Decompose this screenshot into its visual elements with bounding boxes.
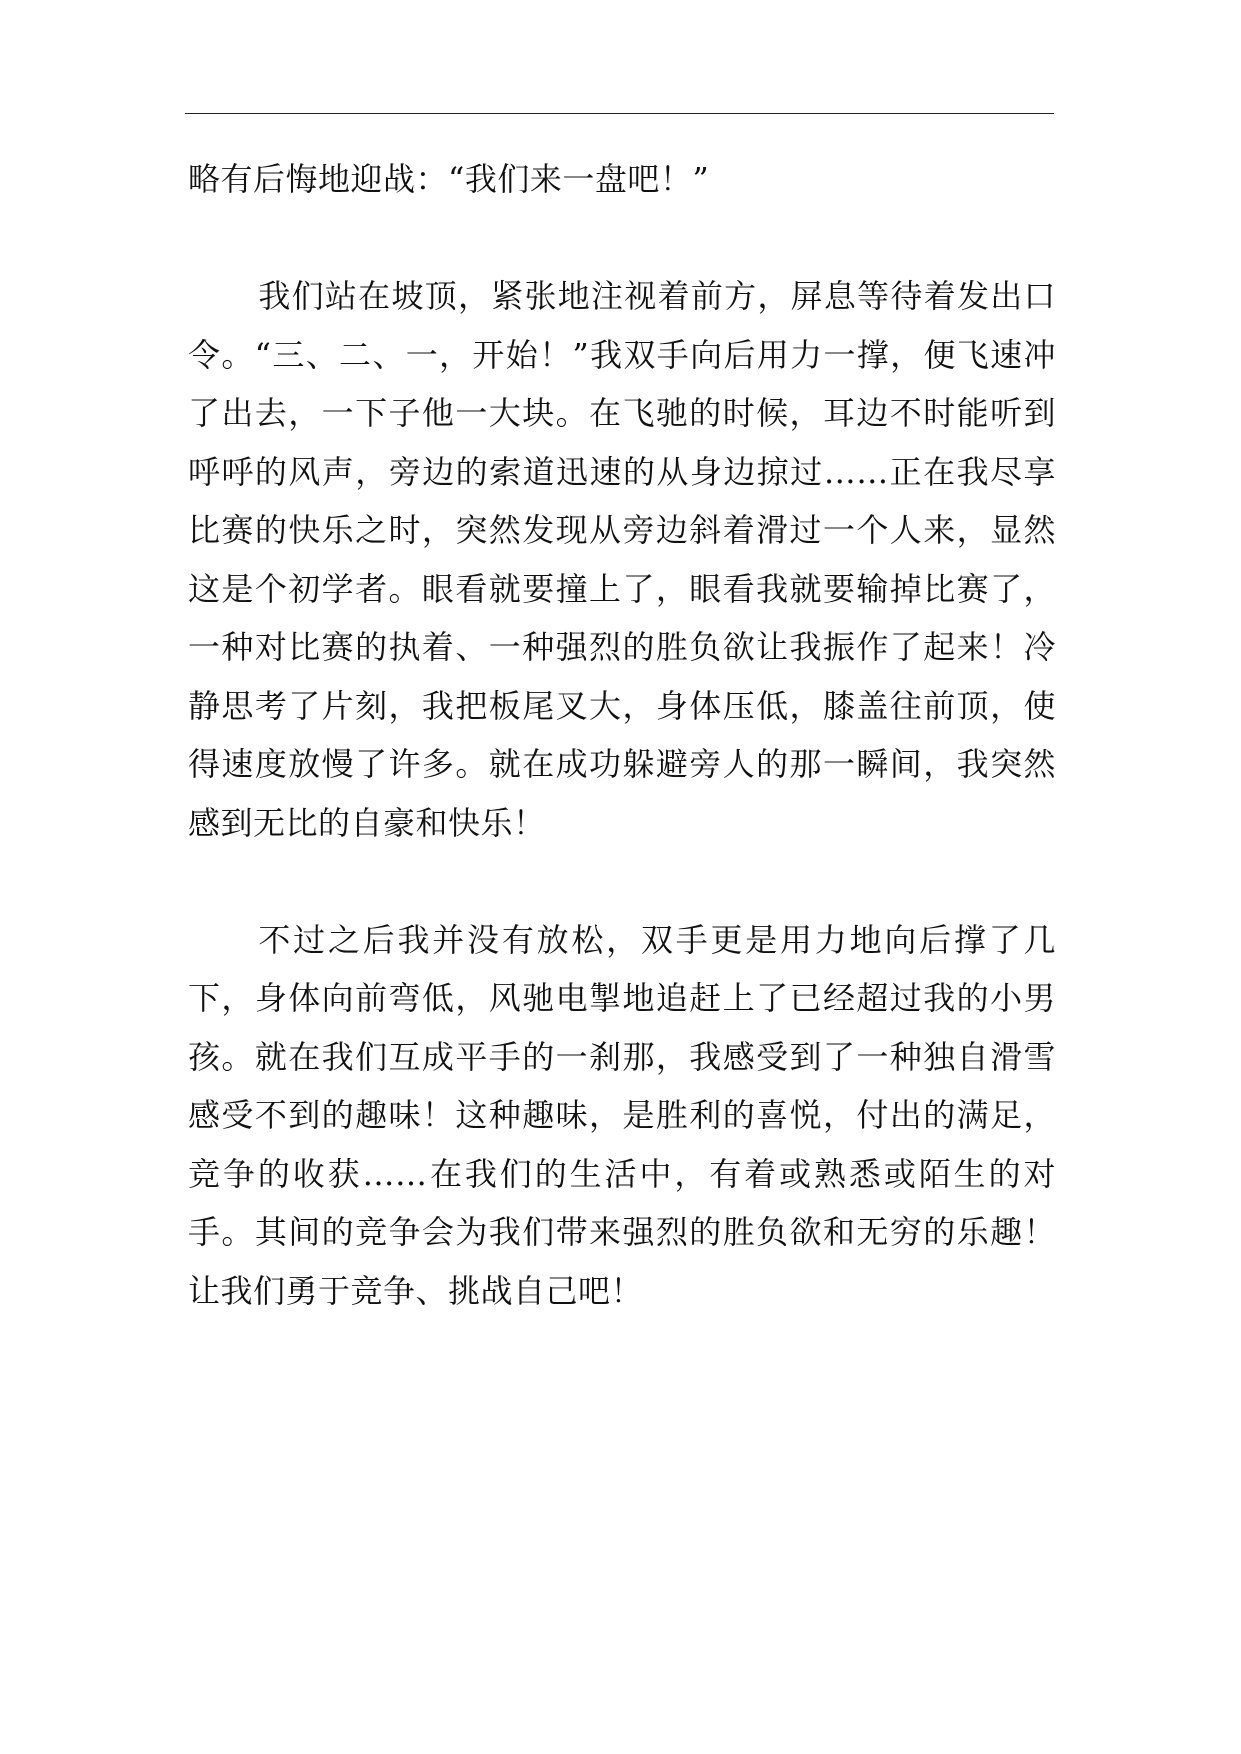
paragraph-3: 不过之后我并没有放松，双手更是用力地向后撑了几下，身体向前弯低，风驰电掣地追赶上了已经超过我的小男孩。就在我们互成平手的一刹那，我感受到了一种独自滑雪感受不到的趣味！这种趣味，是胜利的喜悦，付出的满足，竞争的收获……在我们的生活中，有着或熟悉或陌生的对手。其间的竞争会为我们带来强烈的胜负欲和无穷的乐趣！让我们勇于竞争、挑战自己吧！ — [188, 920, 1056, 1310]
paragraph-2: 我们站在坡顶，紧张地注视着前方，屏息等待着发出口令。“三、二、一，开始！”我双手向后用力一撑，便飞速冲了出去，一下子他一大块。在飞驰的时候，耳边不时能听到呼呼的风声，旁边的索道迅速的从身边掠过……正在我尽享比赛的快乐之时，突然发现从旁边斜着滑过一个人来，显然这是个初学者。眼看就要撞上了，眼看我就要输掉比赛了，一种对比赛的执着、一种强烈的胜负欲让我振作了起来！冷静思考了片刻，我把板尾叉大，身体压低，膝盖往前顶，使得速度放慢了许多。就在成功躲避旁人的那一瞬间，我突然感到无比的自豪和快乐！ — [188, 277, 1056, 842]
paragraph-1: 略有后悔地迎战：“我们来一盘吧！” — [188, 160, 710, 198]
paragraph-gap — [188, 209, 1056, 268]
body-text — [188, 150, 1056, 1320]
paragraph-gap — [188, 852, 1056, 911]
header-rule — [185, 113, 1054, 114]
